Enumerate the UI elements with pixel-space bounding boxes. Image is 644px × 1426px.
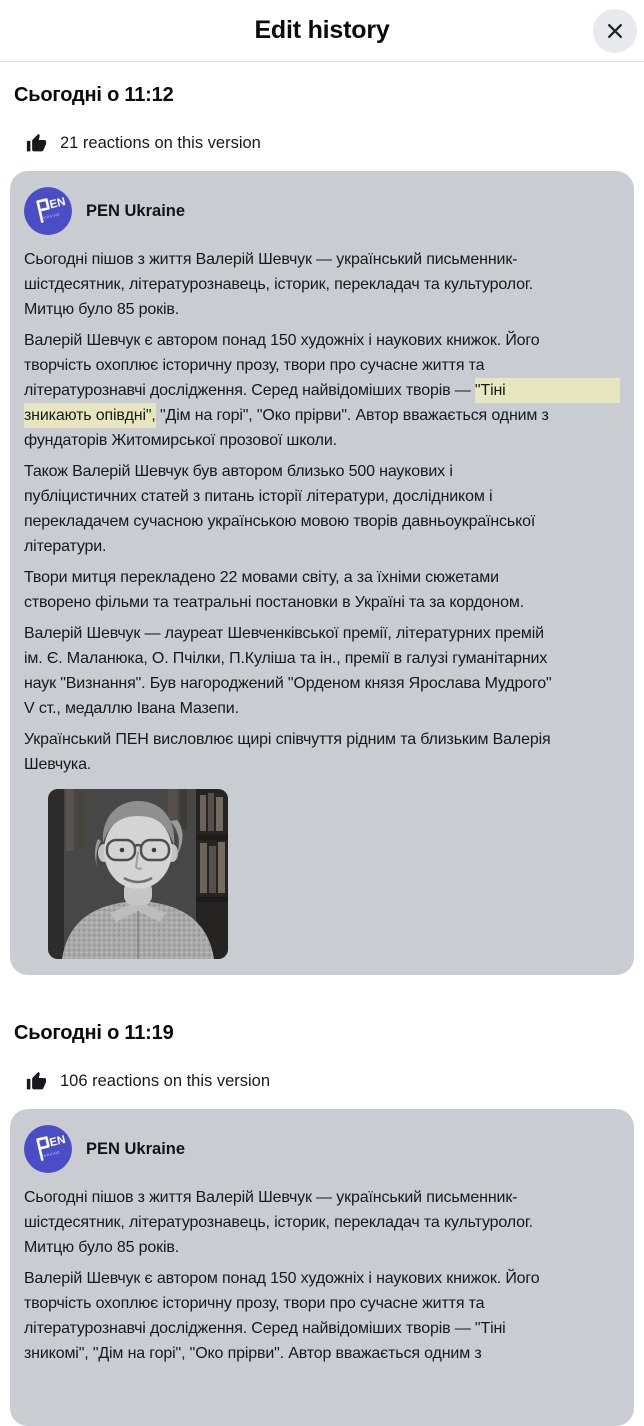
- post-paragraph: [24, 621, 620, 721]
- post-text: наук "Визнання". Був нагороджений "Орденом князя Ярослава Мудрого": [24, 675, 552, 692]
- post-line: [24, 671, 620, 696]
- thumbs-up-icon: [26, 1071, 47, 1092]
- author-row: [24, 1125, 620, 1173]
- post-line: [24, 1266, 620, 1291]
- post-line: [24, 1185, 620, 1210]
- post-paragraph: [24, 727, 620, 777]
- thumbs-up-icon: [26, 133, 47, 154]
- post-text: творчість охоплює історичну прозу, твори про сучасне життя та: [24, 1295, 485, 1312]
- dialog-title: Edit history: [254, 16, 390, 44]
- post-text: шістдесятник, літературознавець, історик, перекладач та культуролог.: [24, 1214, 533, 1231]
- version-card: [10, 171, 634, 975]
- post-text: Валерій Шевчук є автором понад 150 художніх і наукових книжок. Його: [24, 1270, 540, 1287]
- version-date: Сьогодні о 11:19: [14, 1022, 174, 1044]
- post-text: Також Валерій Шевчук був автором близько 500 наукових і: [24, 463, 453, 480]
- post-text: створено фільми та театральні постановки в Україні та за кордоном.: [24, 594, 525, 611]
- post-text: Валерій Шевчук є автором понад 150 художніх і наукових книжок. Його: [24, 332, 540, 349]
- post-text: Твори митця перекладено 22 мовами світу, а за їхніми сюжетами: [24, 569, 499, 586]
- post-text: літературознавчі дослідження. Серед найвідоміших творів —: [24, 382, 475, 399]
- post-line: [24, 1316, 620, 1341]
- post-line: [24, 565, 620, 590]
- post-line: [24, 1341, 620, 1366]
- post-line: [24, 247, 620, 272]
- post-line: [24, 752, 620, 777]
- close-icon: [605, 21, 625, 41]
- post-line: [24, 484, 620, 509]
- diff-highlight: зникають опівдні",: [24, 403, 156, 428]
- post-line: [24, 353, 620, 378]
- post-text: "Дім на горі", "Око прірви". Автор вважається одним з: [155, 407, 549, 424]
- post-photo[interactable]: [48, 789, 228, 959]
- post-line: [24, 1235, 620, 1260]
- post-text: шістдесятник, літературознавець, історик, перекладач та культуролог.: [24, 276, 533, 293]
- post-paragraph: [24, 1185, 620, 1260]
- post-line: [24, 428, 620, 453]
- post-line: [24, 727, 620, 752]
- svg-text:UKRAINE: UKRAINE: [40, 212, 61, 221]
- post-line: [24, 1210, 620, 1235]
- post-text: літератури.: [24, 538, 107, 555]
- post-line: [24, 459, 620, 484]
- svg-text:EN: EN: [48, 1134, 67, 1150]
- post-line: [24, 534, 620, 559]
- post-line: [24, 297, 620, 322]
- post-text: ім. Є. Маланюка, О. Пчілки, П.Куліша та ін., премії в галузі гуманітарних: [24, 650, 548, 667]
- post-paragraph: [24, 565, 620, 615]
- post-line: [24, 1291, 620, 1316]
- author-row: [24, 187, 620, 235]
- post-line: [24, 621, 620, 646]
- post-line: [24, 403, 620, 428]
- post-text: фундаторів Житомирської прозової школи.: [24, 432, 337, 449]
- reactions-label: 21 reactions on this version: [60, 134, 261, 152]
- post-line: [24, 590, 620, 615]
- post-text: творчість охоплює історичну прозу, твори про сучасне життя та: [24, 357, 485, 374]
- post-paragraph: [24, 247, 620, 322]
- close-button[interactable]: [593, 9, 637, 53]
- reactions-label: 106 reactions on this version: [60, 1072, 271, 1090]
- post-line: [24, 696, 620, 721]
- svg-text:EN: EN: [48, 196, 67, 212]
- post-text: Шевчука.: [24, 756, 92, 773]
- author-name[interactable]: PEN Ukraine: [86, 201, 186, 220]
- post-text: Валерій Шевчук — лауреат Шевченківської премії, літературних премій: [24, 625, 544, 642]
- author-avatar[interactable]: [24, 187, 72, 235]
- version-section: [0, 1021, 644, 1426]
- author-avatar[interactable]: [24, 1125, 72, 1173]
- post-text: Український ПЕН висловлює щирі співчуття рідним та близьким Валерія: [24, 731, 551, 748]
- post-text: Митцю було 85 років.: [24, 1239, 180, 1256]
- post-text: літературознавчі дослідження. Серед найвідоміших творів — "Тіні: [24, 1320, 506, 1337]
- post-text: Митцю було 85 років.: [24, 301, 180, 318]
- dialog-header: [0, 0, 644, 62]
- version-section: [0, 83, 644, 975]
- post-line: [24, 272, 620, 297]
- post-paragraph: [24, 459, 620, 559]
- diff-highlight: "Тіні: [475, 378, 620, 403]
- post-text: Сьогодні пішов з життя Валерій Шевчук — український письменник-: [24, 1189, 518, 1206]
- reactions-row: [26, 131, 630, 155]
- post-line: [24, 328, 620, 353]
- post-paragraph: [24, 1266, 620, 1366]
- post-text: V ст., медаллю Івана Мазепи.: [24, 700, 239, 717]
- post-paragraph: [24, 328, 620, 453]
- reactions-row: [26, 1069, 630, 1093]
- svg-text:UKRAINE: UKRAINE: [40, 1150, 61, 1159]
- version-card: [10, 1109, 634, 1426]
- version-date: Сьогодні о 11:12: [14, 84, 174, 106]
- post-line: [24, 378, 620, 403]
- post-text: зникомі", "Дім на горі", "Око прірви". Автор вважається одним з: [24, 1345, 482, 1362]
- post-line: [24, 509, 620, 534]
- post-text: публіцистичних статей з питань історії літератури, дослідником і: [24, 488, 493, 505]
- post-line: [24, 646, 620, 671]
- post-text: Сьогодні пішов з життя Валерій Шевчук — український письменник-: [24, 251, 518, 268]
- author-name[interactable]: PEN Ukraine: [86, 1139, 186, 1158]
- post-text: перекладачем сучасною українською мовою творів давньоукраїнської: [24, 513, 536, 530]
- versions: [0, 83, 644, 1426]
